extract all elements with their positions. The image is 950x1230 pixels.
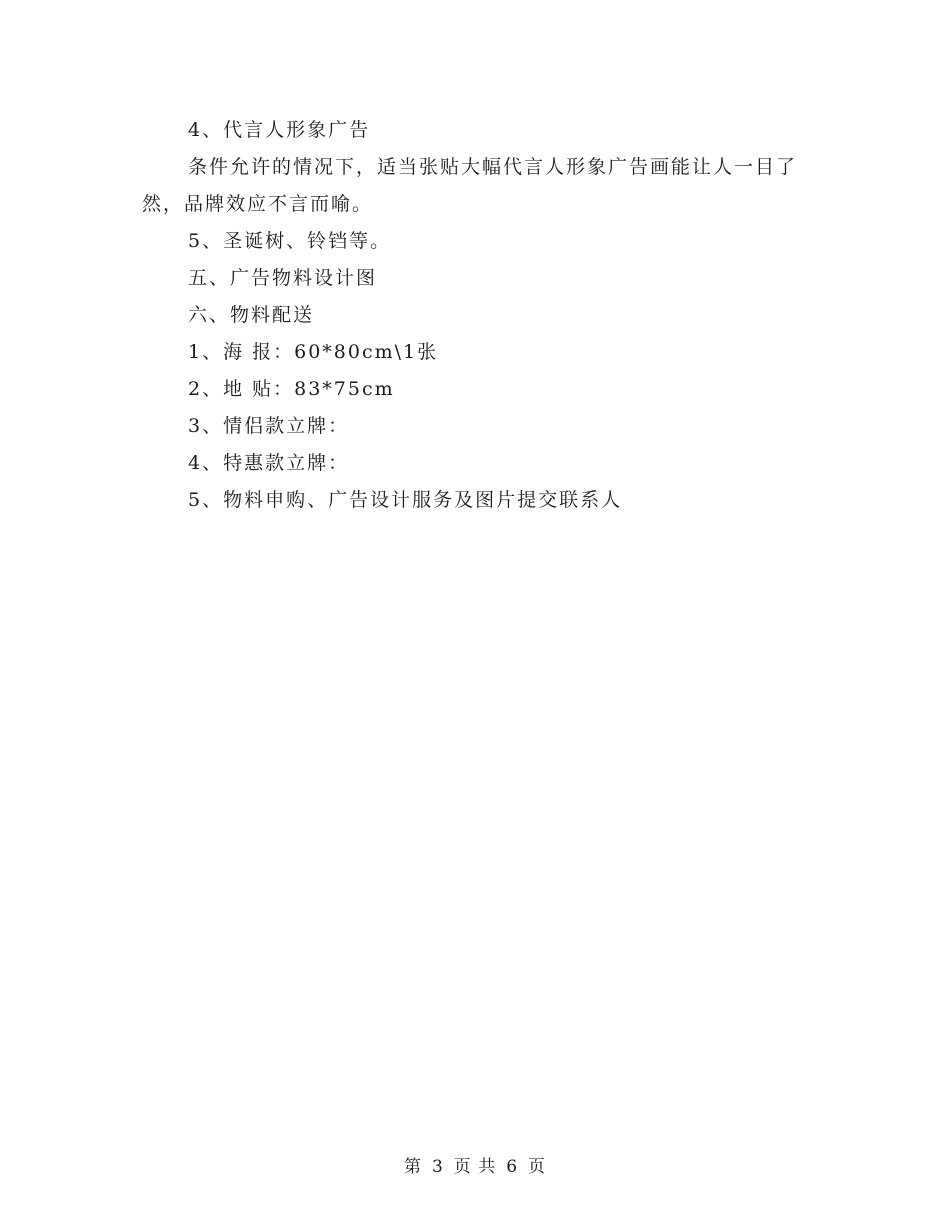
- list-item-special-stand: 4、特惠款立牌：: [188, 452, 350, 474]
- page-footer: [0, 1152, 950, 1177]
- list-item-poster: 1、海 报：60*80cm\1张: [188, 341, 439, 363]
- footer-prefix: 第: [403, 1157, 422, 1177]
- list-item-floor-sticker: 2、地 贴：83*75cm: [188, 378, 395, 400]
- item-christmas-tree-bells: 5、圣诞树、铃铛等。: [188, 230, 392, 252]
- section-heading-delivery: 六、物料配送: [188, 304, 315, 326]
- footer-mid: 页 共: [453, 1157, 497, 1177]
- footer-total-pages: 6: [506, 1157, 519, 1177]
- list-item-contact: 5、物料申购、广告设计服务及图片提交联系人: [188, 489, 623, 511]
- footer-suffix: 页: [528, 1157, 547, 1177]
- section-heading-design: 五、广告物料设计图: [188, 267, 378, 289]
- footer-current-page: 3: [431, 1157, 444, 1177]
- heading-spokesperson-ad: 4、代言人形象广告: [188, 119, 371, 141]
- document-body: [142, 112, 802, 519]
- list-item-couple-stand: 3、情侣款立牌：: [188, 415, 350, 437]
- paragraph-spokesperson-description: 条件允许的情况下，适当张贴大幅代言人形象广告画能让人一目了然，品牌效应不言而喻。: [142, 156, 798, 215]
